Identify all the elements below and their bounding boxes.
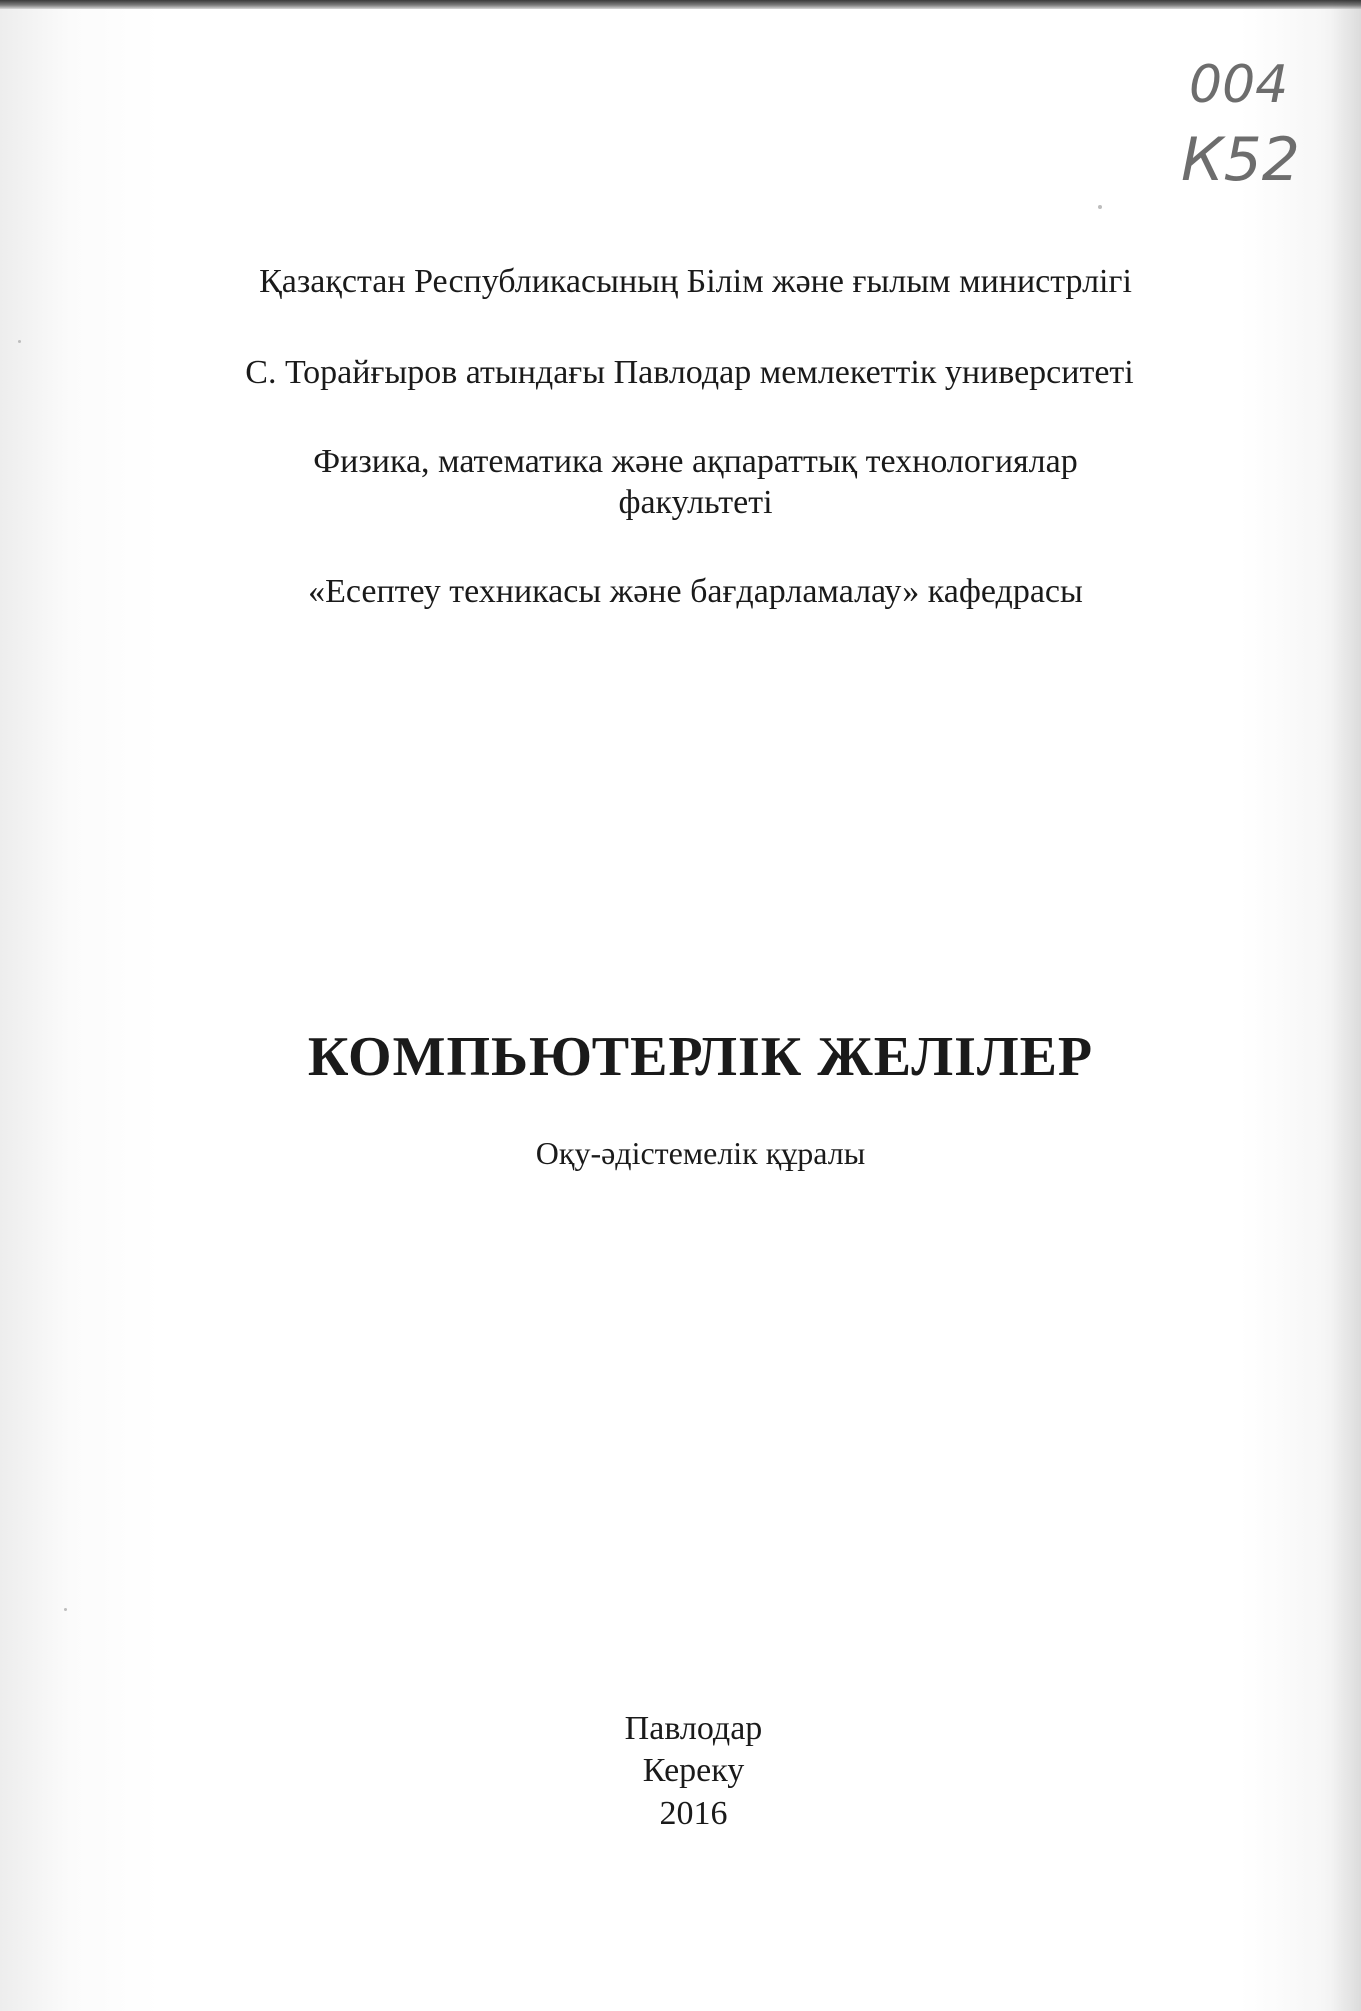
scan-speck (64, 1608, 67, 1611)
book-subtitle: Оқу-әдістемелік құралы (535, 1135, 866, 1171)
imprint-publisher: Кереку (642, 1752, 745, 1789)
imprint-city: Павлодар (624, 1710, 763, 1747)
handwritten-note-line2: К52 (1181, 125, 1300, 195)
handwritten-catalog-note (1171, 40, 1351, 200)
handwritten-note-line1: 004 (1189, 55, 1289, 115)
scan-speck (1098, 205, 1102, 209)
university-line: С. Торайғыров атындағы Павлодар мемлекеттік университеті (245, 354, 1134, 391)
imprint-year: 2016 (659, 1795, 728, 1832)
scan-speck (18, 340, 21, 343)
faculty-line-1: Физика, математика және ақпараттық технологиялар (313, 443, 1078, 480)
faculty-line-2: факультеті (618, 484, 773, 521)
scan-top-edge (0, 0, 1361, 9)
book-title: КОМПЬЮТЕРЛІК ЖЕЛІЛЕР (307, 1026, 1094, 1088)
ministry-line: Қазақстан Республикасының Білім және ғылым министрлігі (259, 263, 1132, 300)
department-line: «Есептеу техникасы және бағдарламалау» кафедрасы (308, 573, 1083, 610)
